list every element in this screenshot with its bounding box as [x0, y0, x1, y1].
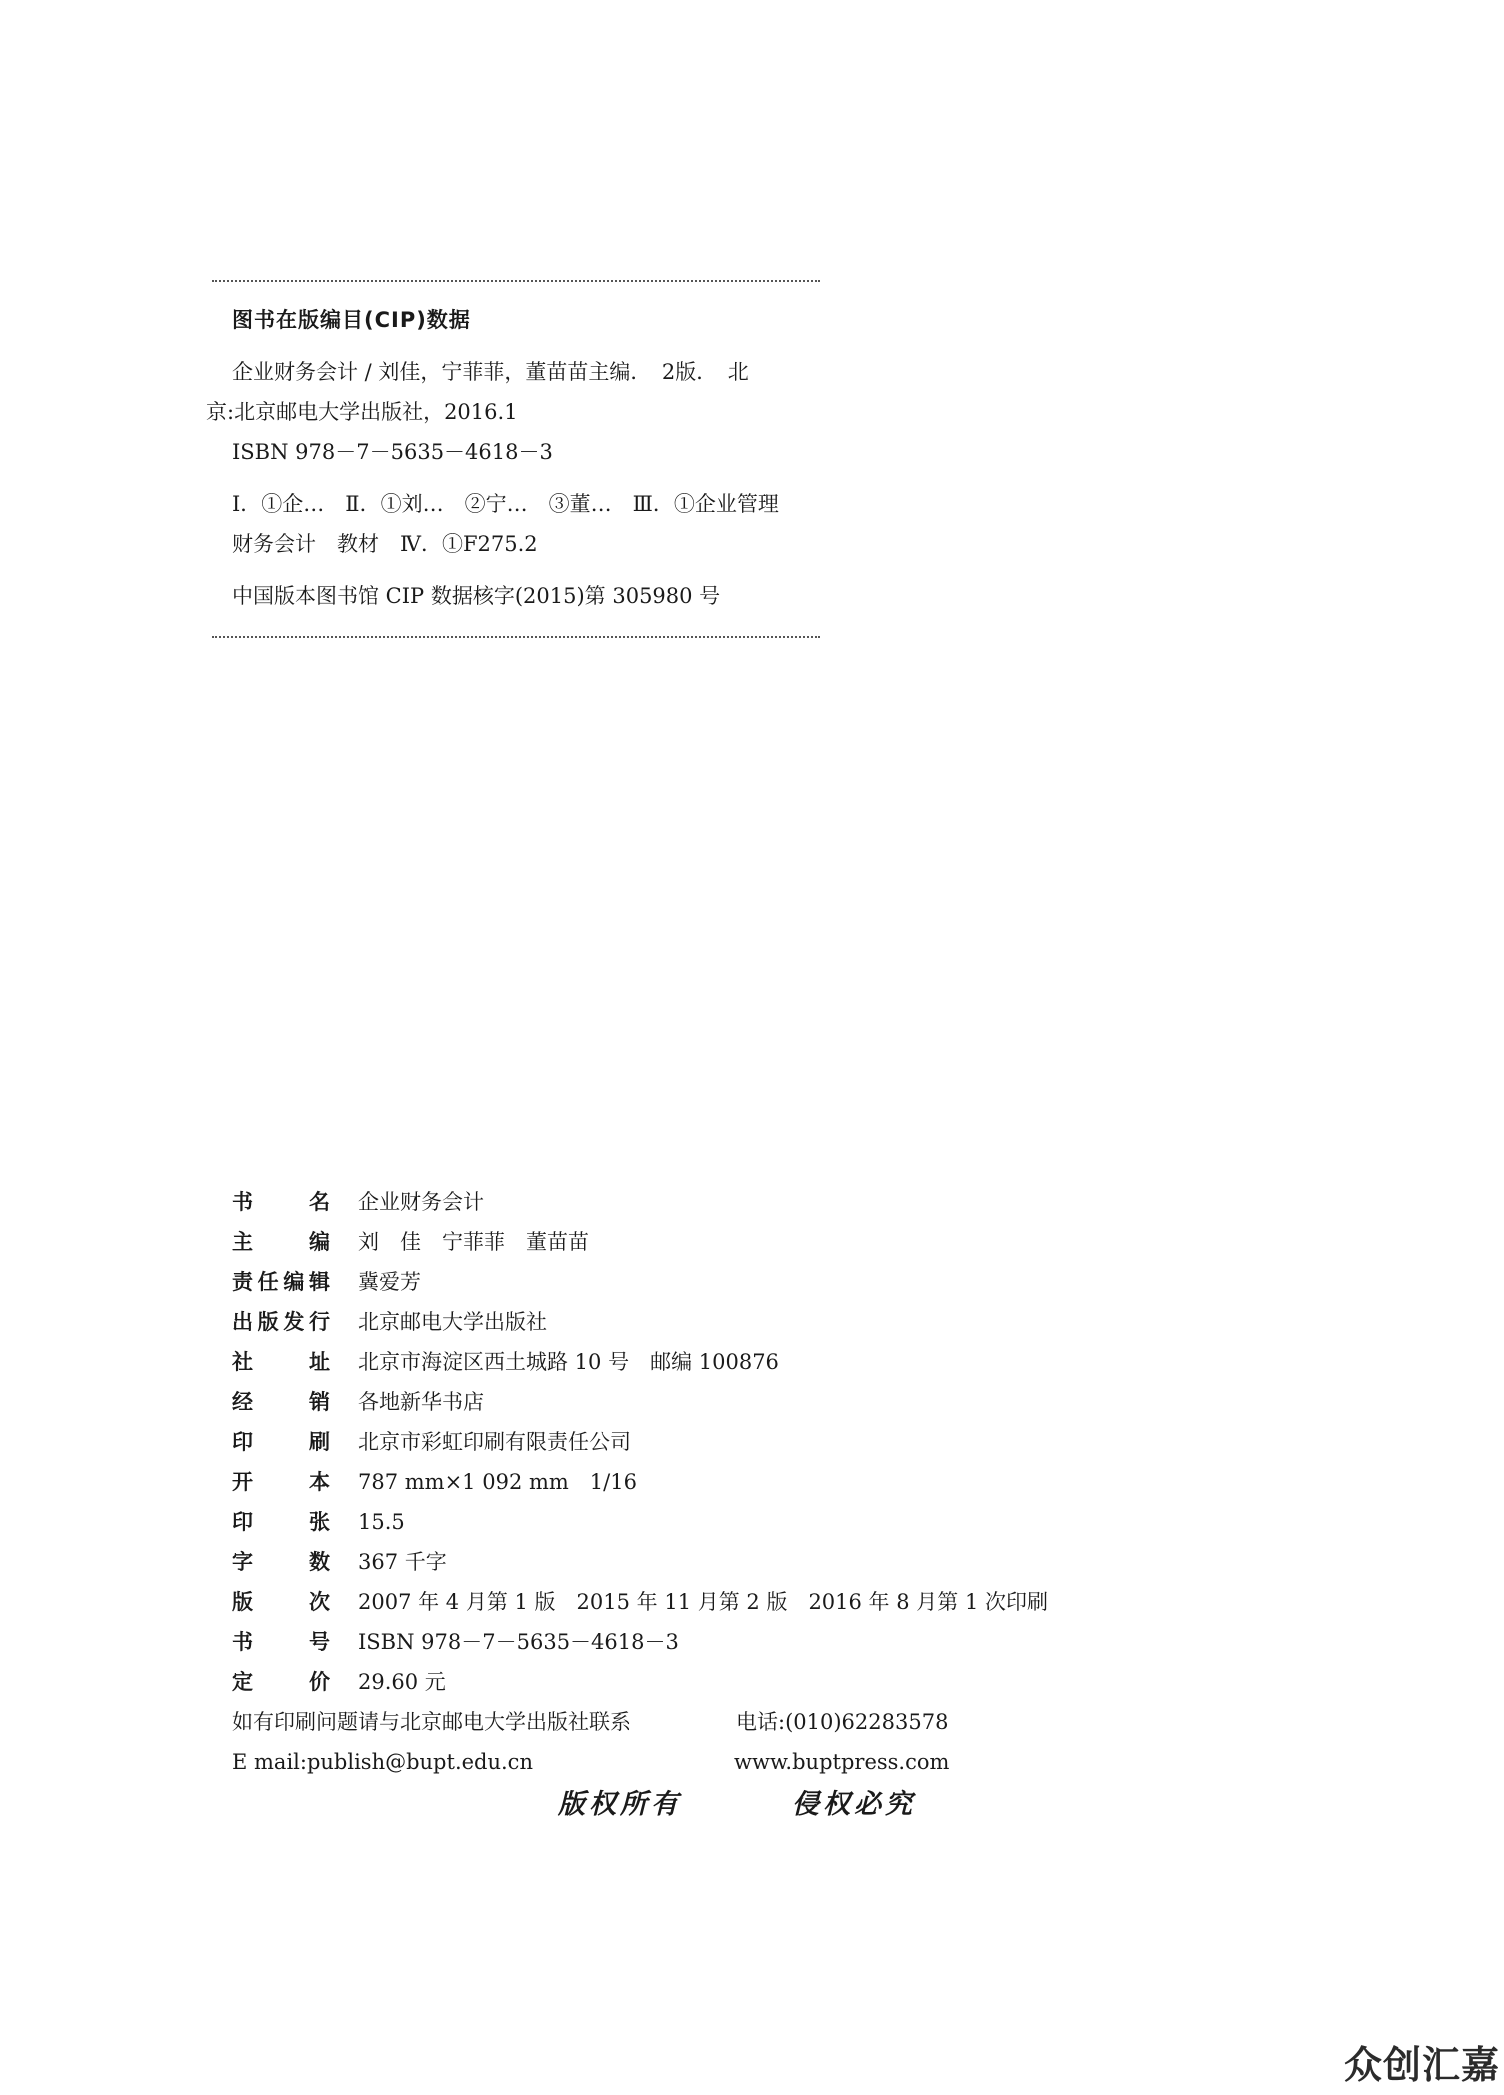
info-value: 29.60 元: [358, 1670, 446, 1694]
watermark-logo: 众创汇嘉: [1343, 2043, 1500, 2087]
rights-reserved: 版权所有: [558, 1789, 682, 1820]
info-label: 出版发行: [232, 1310, 330, 1334]
cip-record-number: 中国版本图书馆 CIP 数据核字(2015)第 305980 号: [232, 584, 721, 608]
cip-top-divider: [212, 280, 820, 282]
contact-phone: 电话:(010)62283578: [736, 1710, 949, 1734]
contact-email: E mail:publish@bupt.edu.cn: [232, 1750, 533, 1774]
print-issue-note: 如有印刷问题请与北京邮电大学出版社联系: [232, 1710, 631, 1734]
info-label: 印张: [232, 1510, 330, 1534]
info-label: 定价: [232, 1670, 330, 1694]
info-label: 书名: [232, 1190, 330, 1214]
cip-publisher-line: 京:北京邮电大学出版社，2016.1: [206, 400, 518, 424]
info-label: 社址: [232, 1350, 330, 1374]
cip-title-line: 企业财务会计 / 刘佳，宁菲菲，董苗苗主编． 2版． 北: [232, 360, 749, 384]
info-value: ISBN 978－7－5635－4618－3: [358, 1630, 679, 1654]
publisher-website: www.buptpress.com: [734, 1750, 950, 1774]
info-value: 2007 年 4 月第 1 版 2015 年 11 月第 2 版 2016 年 8 月第 1 次印刷: [358, 1590, 1048, 1614]
info-label: 书号: [232, 1630, 330, 1654]
cip-heading: 图书在版编目(CIP)数据: [232, 308, 471, 332]
info-value: 北京市海淀区西土城路 10 号 邮编 100876: [358, 1350, 779, 1374]
info-value: 15.5: [358, 1510, 405, 1534]
cip-classification-line: 财务会计 教材 Ⅳ．①F275.2: [232, 532, 538, 556]
cip-subject-line: Ⅰ．①企… Ⅱ．①刘… ②宁… ③董… Ⅲ．①企业管理: [232, 492, 779, 516]
info-value: 北京邮电大学出版社: [358, 1310, 547, 1334]
info-value: 各地新华书店: [358, 1390, 484, 1414]
info-label: 印刷: [232, 1430, 330, 1454]
infringement-notice: 侵权必究: [792, 1789, 916, 1820]
info-value: 367 千字: [358, 1550, 447, 1574]
info-value: 北京市彩虹印刷有限责任公司: [358, 1430, 631, 1454]
info-value: 冀爱芳: [358, 1270, 421, 1294]
info-label: 经销: [232, 1390, 330, 1414]
cip-bottom-divider: [212, 636, 820, 638]
info-label: 版次: [232, 1590, 330, 1614]
info-label: 主编: [232, 1230, 330, 1254]
info-label: 开本: [232, 1470, 330, 1494]
info-value: 企业财务会计: [358, 1190, 484, 1214]
cip-isbn-line: ISBN 978－7－5635－4618－3: [232, 440, 553, 464]
info-value: 787 mm×1 092 mm 1/16: [358, 1470, 637, 1494]
info-value: 刘 佳 宁菲菲 董苗苗: [358, 1230, 589, 1254]
info-label: 字数: [232, 1550, 330, 1574]
info-label: 责任编辑: [232, 1270, 330, 1294]
